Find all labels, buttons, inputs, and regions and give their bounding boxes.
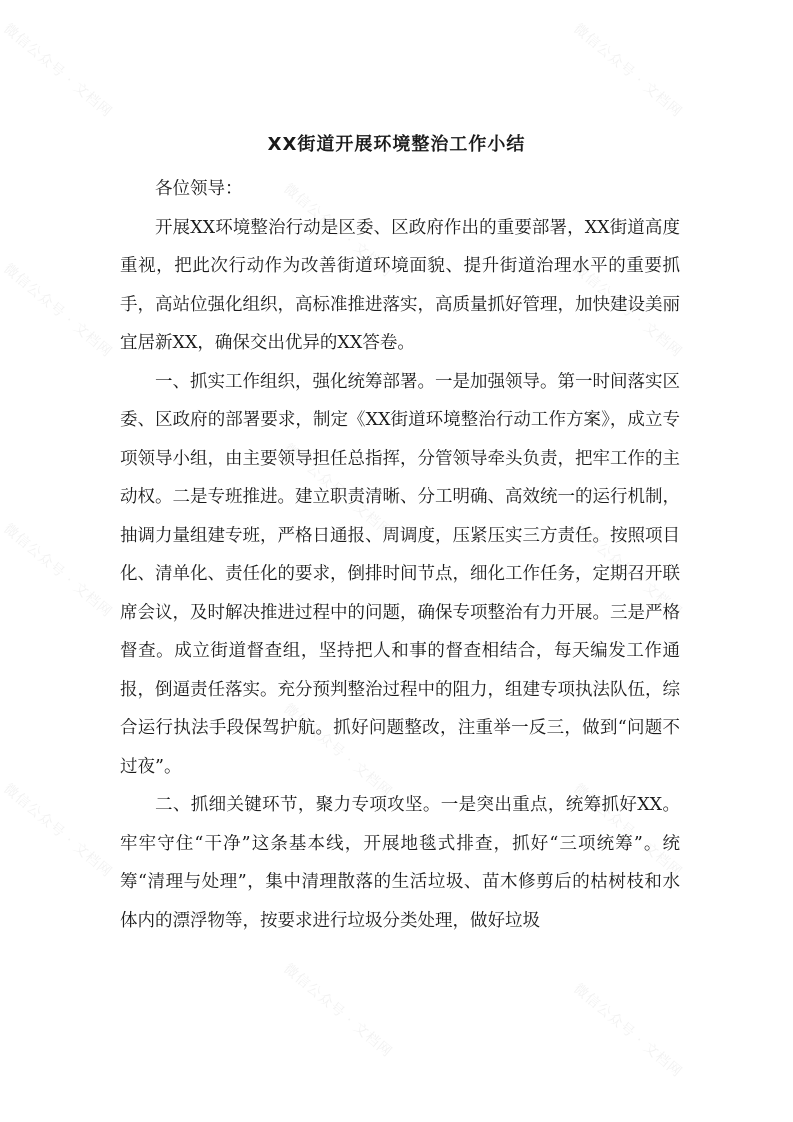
document-title: XX街道开展环境整治工作小结 xyxy=(267,134,526,155)
watermark-text: 微信公众号 · 文档网 xyxy=(570,980,685,1081)
salutation: 各位领导： xyxy=(155,179,243,199)
paragraph-intro: 开展XX环境整治行动是区委、区政府作出的重要部署，XX街道高度重视，把此次行动作为改善街道环境面貌、提升街道治理水平的重要抓手，高站位强化组织，高标准推进落实，高质量抓好管理，加快建设美丽宜居新XX，确保交出优异的XX答卷。 xyxy=(120,217,680,353)
watermark-text: 微信公众号 · 文档网 xyxy=(570,20,685,121)
watermark-text: 微信公众号 · 文档网 xyxy=(280,700,395,801)
watermark-text: 微信公众号 · 文档网 xyxy=(0,260,115,361)
watermark-text: 微信公众号 · 文档网 xyxy=(0,20,115,121)
watermark-text: 微信公众号 · 文档网 xyxy=(570,780,685,881)
watermark-text: 微信公众号 · 文档网 xyxy=(280,440,395,541)
document-body xyxy=(120,170,680,940)
paragraph-section-1: 一、抓实工作组织，强化统筹部署。一是加强领导。第一时间落实区委、区政府的部署要求，制定《XX街道环境整治行动工作方案》，成立专项领导小组，由主要领导担任总指挥，分管领导牵头负责，把牢工作的主动权。二是专班推进。建立职责清晰、分工明确、高效统一的运行机制，抽调力量组建专班，严格日通报、周调度，压紧压实三方责任。按照项目化、清单化、责任化的要求，倒排时间节点，细化工作任务，定期召开联席会议，及时解决推进过程中的问题，确保专项整治有力开展。三是严格督查。成立街道督查组，坚持把人和事的督查相结合，每天编发工作通报，倒逼责任落实。充分预判整治过程中的阻力，组建专项执法队伍，综合运行执法手段保驾护航。抓好问题整改，注重举一反三，做到“问题不过夜”。 xyxy=(120,371,680,777)
watermark-text: 微信公众号 · 文档网 xyxy=(280,960,395,1061)
watermark-text: 微信公众号 · 文档网 xyxy=(280,180,395,281)
watermark-text: 微信公众号 · 文档网 xyxy=(570,520,685,621)
paragraph-section-2: 二、抓细关键环节，聚力专项攻坚。一是突出重点，统筹抓好XX。牢牢守住“干净”这条基本线，开展地毯式排查，抓好“三项统筹”。统筹“清理与处理”，集中清理散落的生活垃圾、苗木修剪后的枯树枝和水体内的漂浮物等，按要求进行垃圾分类处理，做好垃圾 xyxy=(120,795,680,931)
watermark-text: 微信公众号 · 文档网 xyxy=(570,260,685,361)
watermark-text: 微信公众号 · 文档网 xyxy=(0,520,115,621)
watermark-text: 微信公众号 · 文档网 xyxy=(0,780,115,881)
